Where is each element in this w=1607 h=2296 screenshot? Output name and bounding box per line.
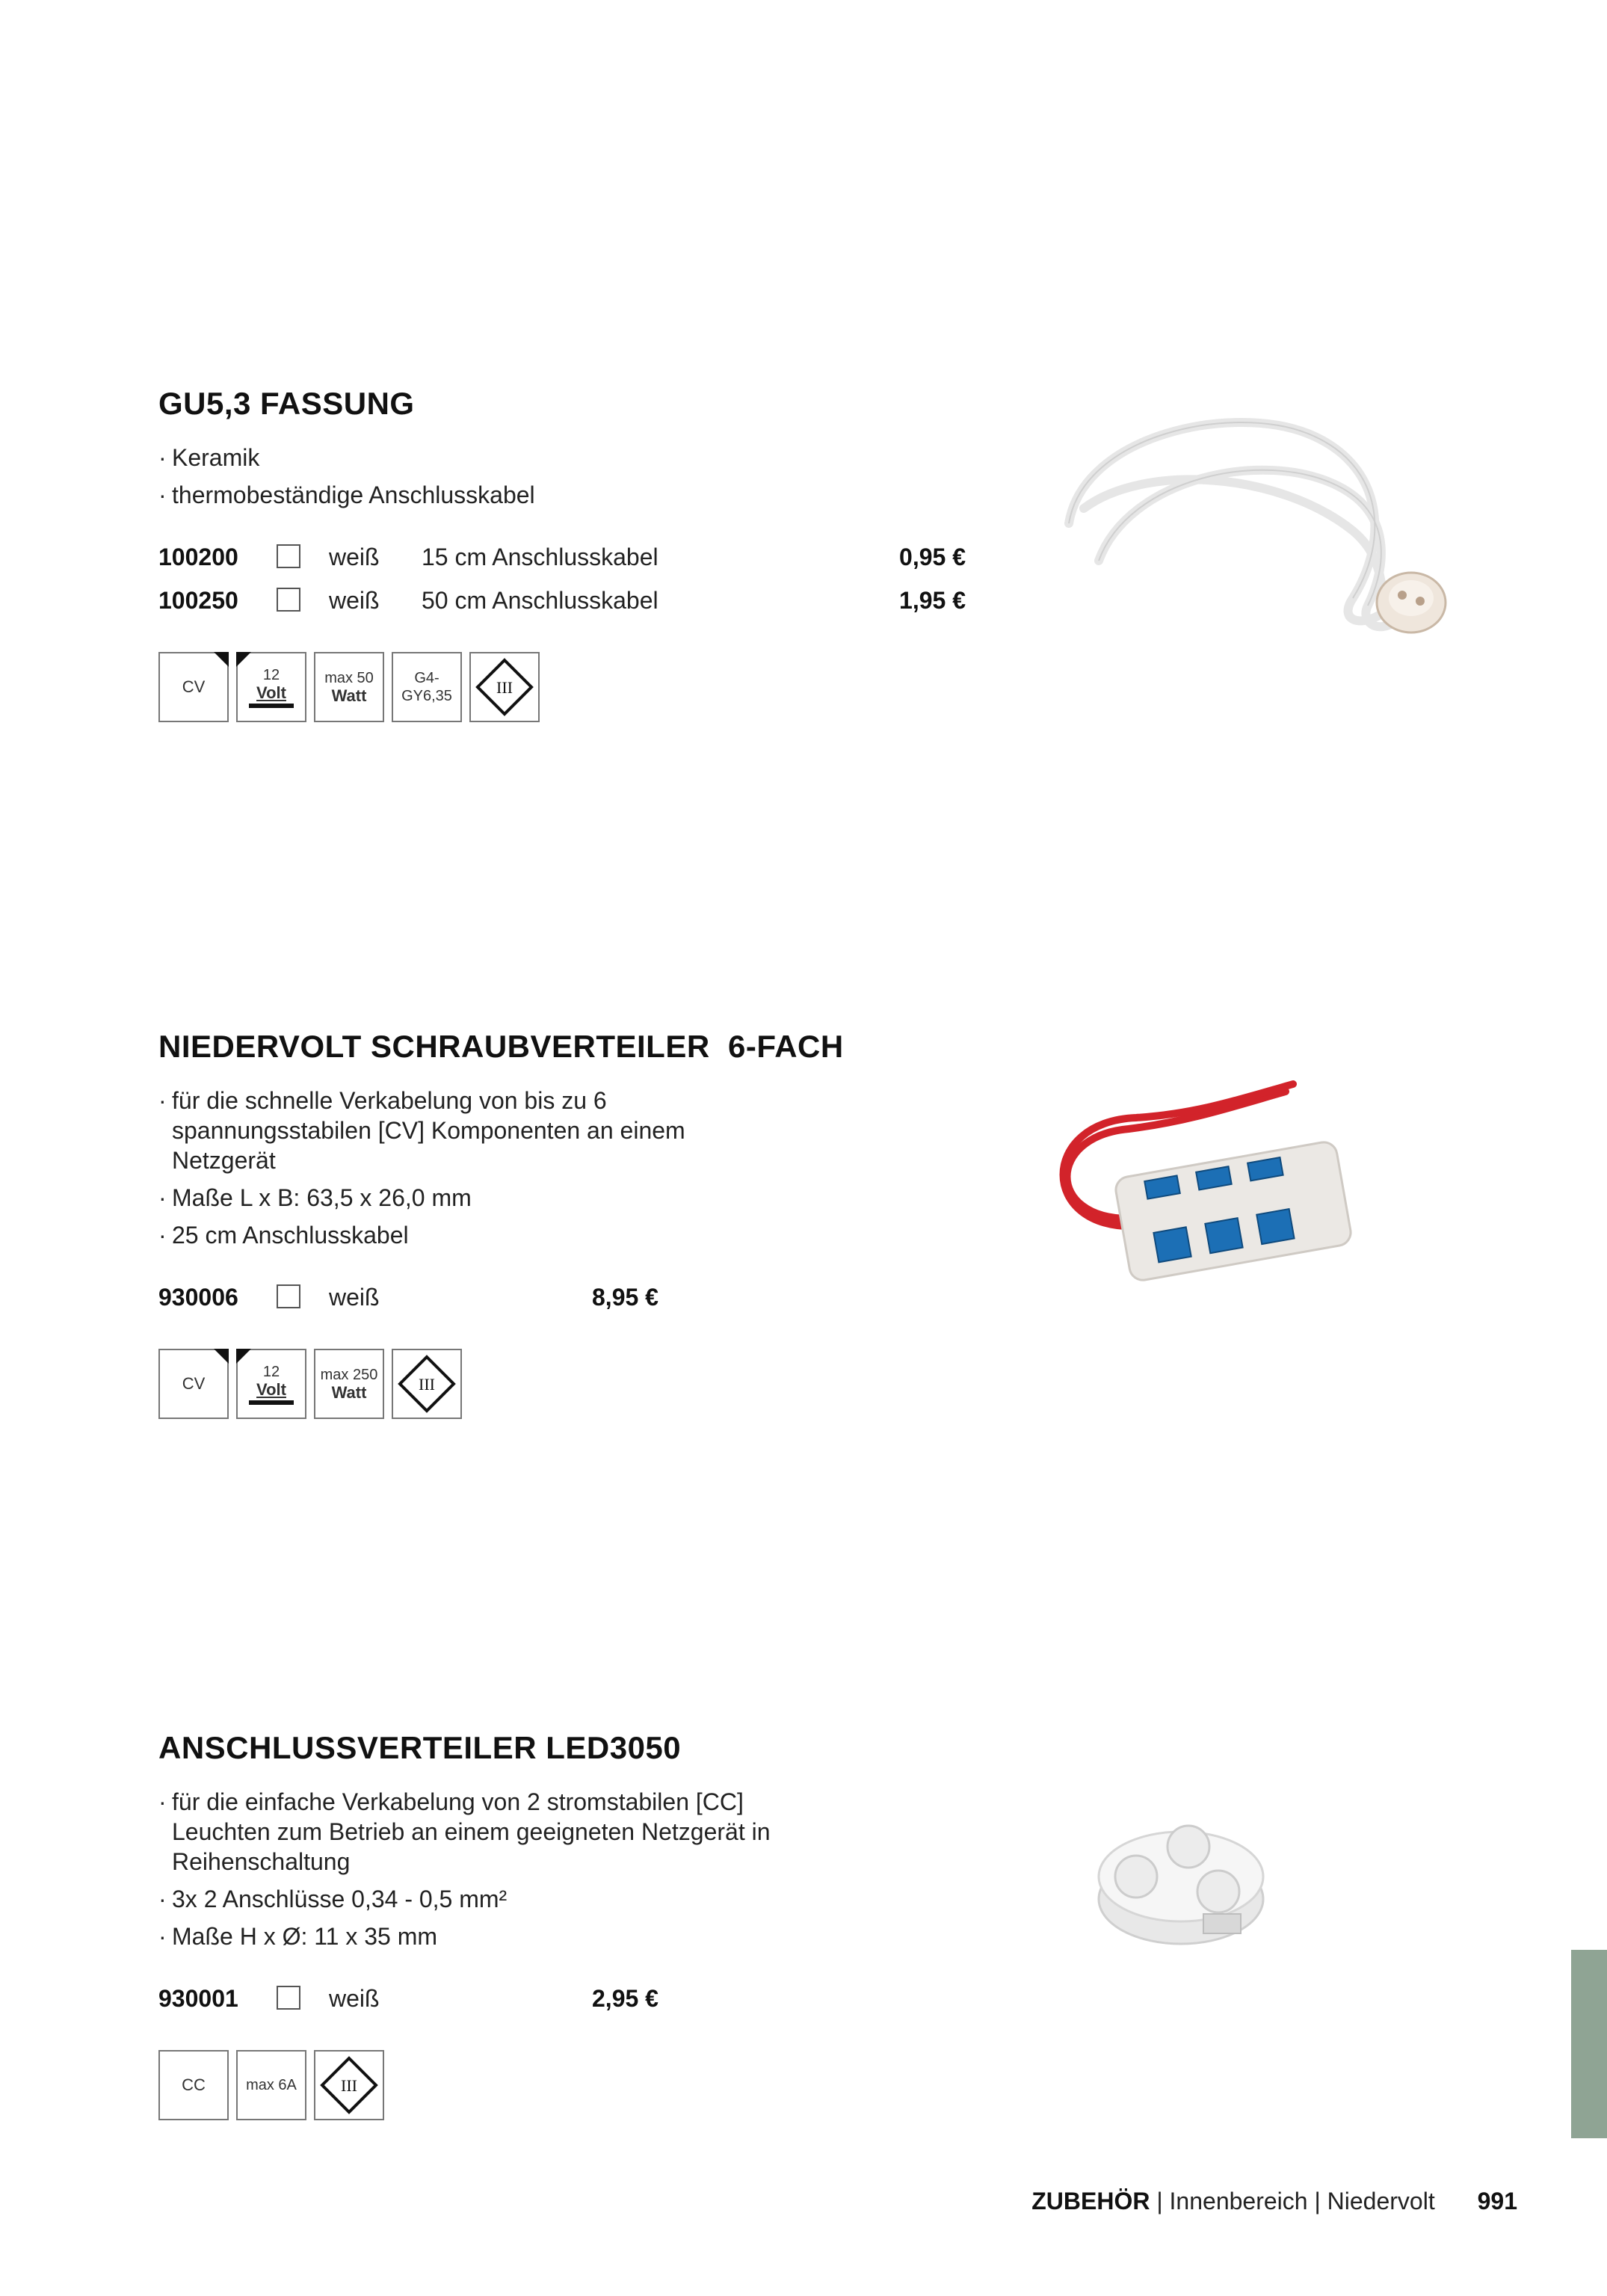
article-number: 930001 <box>158 1985 238 2012</box>
order-checkbox[interactable] <box>277 1986 300 2010</box>
article-row <box>158 1977 1055 2020</box>
protection-class-icon <box>314 2050 384 2120</box>
feature-item: · thermobeständige Anschlusskabel <box>158 480 845 510</box>
footer-section: ZUBEHÖR <box>1031 2188 1150 2215</box>
footer-separator: | <box>1307 2188 1327 2215</box>
section-tab <box>1571 1950 1607 2138</box>
article-row <box>158 579 1055 622</box>
protection-class-icon <box>469 652 540 722</box>
product-anschlussverteiler <box>158 1727 1055 2122</box>
product-title: GU5,3 FASSUNG <box>158 386 415 421</box>
article-table <box>158 1977 1055 2020</box>
cc-icon: CC <box>158 2050 229 2120</box>
feature-item: · Maße L x B: 63,5 x 26,0 mm <box>158 1183 845 1213</box>
article-description: 50 cm Anschlusskabel <box>422 587 658 614</box>
feature-list <box>158 443 1055 510</box>
product-title: NIEDERVOLT SCHRAUBVERTEILER 6-FACH <box>158 1029 844 1064</box>
article-number: 930006 <box>158 1284 238 1311</box>
feature-list <box>158 1787 1055 1951</box>
svg-text:III: III <box>496 678 513 697</box>
watt-icon: max 250 Watt <box>314 1349 384 1419</box>
article-row <box>158 1275 1055 1319</box>
volt-icon: 12 Volt <box>236 1349 306 1419</box>
page-number: 991 <box>1477 2188 1517 2215</box>
order-checkbox[interactable] <box>277 544 300 568</box>
feature-item: · für die schnelle Verkabelung von bis zu 6 spannungsstabilen [CV] Komponenten an einem Netzgerät <box>158 1086 740 1175</box>
feature-item: · 25 cm Anschlusskabel <box>158 1220 845 1250</box>
led3050-distributor-photo <box>1091 1787 1271 1966</box>
footer-subsection: Niedervolt <box>1327 2188 1435 2215</box>
article-price: 2,95 € <box>592 1985 658 2012</box>
article-price: 1,95 € <box>899 587 966 614</box>
article-color: weiß <box>329 544 380 570</box>
feature-item: · Keramik <box>158 443 845 473</box>
article-price: 8,95 € <box>592 1284 658 1311</box>
article-color: weiß <box>329 587 380 614</box>
order-checkbox[interactable] <box>277 1284 300 1308</box>
article-description: 15 cm Anschlusskabel <box>422 544 658 570</box>
svg-text:III: III <box>419 1375 435 1394</box>
article-price: 0,95 € <box>899 544 966 570</box>
footer-subsection: Innenbereich <box>1169 2188 1308 2215</box>
order-checkbox[interactable] <box>277 588 300 612</box>
spec-icons <box>158 652 1055 724</box>
product-gu53-fassung <box>158 383 1055 724</box>
article-color: weiß <box>329 1284 380 1311</box>
feature-item: · Maße H x Ø: 11 x 35 mm <box>158 1921 845 1951</box>
socket-icon: G4- GY6,35 <box>392 652 462 722</box>
schraubverteiler-photo <box>1039 1077 1360 1323</box>
feature-list <box>158 1086 1055 1250</box>
feature-item: · für die einfache Verkabelung von 2 stromstabilen [CC] Leuchten zum Betrieb an einem geeigneten Netzgerät in Reihenschaltung <box>158 1787 815 1877</box>
article-number: 100250 <box>158 587 238 614</box>
cv-icon: CV <box>158 1349 229 1419</box>
spec-icons <box>158 1349 1055 1421</box>
feature-item: · 3x 2 Anschlüsse 0,34 - 0,5 mm² <box>158 1884 845 1914</box>
product-schraubverteiler <box>158 1026 1055 1421</box>
article-table <box>158 535 1055 622</box>
gu53-socket-photo <box>1039 389 1472 658</box>
volt-icon: 12 Volt <box>236 652 306 722</box>
article-color: weiß <box>329 1985 380 2012</box>
article-number: 100200 <box>158 544 238 570</box>
watt-icon: max 50 Watt <box>314 652 384 722</box>
product-title: ANSCHLUSSVERTEILER LED3050 <box>158 1730 682 1765</box>
cv-icon: CV <box>158 652 229 722</box>
page-footer <box>1031 2185 1517 2217</box>
article-table <box>158 1275 1055 1319</box>
svg-text:III: III <box>341 2076 357 2095</box>
protection-class-icon <box>392 1349 462 1419</box>
spec-icons <box>158 2050 1055 2122</box>
footer-separator: | <box>1150 2188 1170 2215</box>
ampere-icon: max 6A <box>236 2050 306 2120</box>
article-row <box>158 535 1055 579</box>
